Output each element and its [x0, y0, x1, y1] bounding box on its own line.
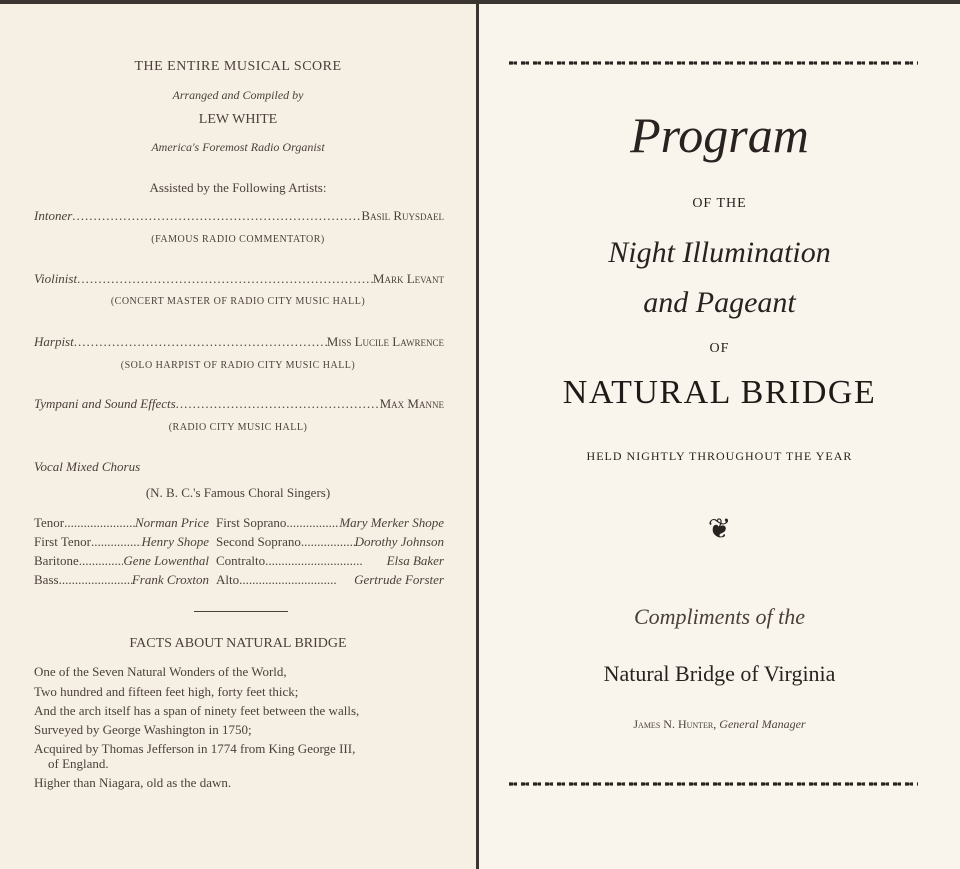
voice-name: Henry Shope — [141, 534, 209, 549]
leader-dots — [59, 572, 132, 588]
voice-part: Alto — [216, 572, 240, 587]
company-name: Natural Bridge of Virginia — [603, 661, 836, 686]
manager-line — [479, 717, 960, 732]
fact-line: Surveyed by George Washington in 1750; — [34, 722, 252, 737]
artist-row — [34, 396, 444, 412]
fact-line: Two hundred and fifteen feet high, forty feet thick; — [34, 684, 299, 699]
divider — [194, 611, 288, 612]
artist-name: Max Manne — [379, 396, 444, 411]
leader-dots — [301, 534, 355, 550]
artist-row — [34, 271, 444, 287]
artist-row — [34, 208, 444, 224]
voice-name: Dorothy Johnson — [354, 534, 444, 549]
voice-name: Gertrude Forster — [354, 572, 444, 587]
fact-line: Acquired by Thomas Jefferson in 1774 from King George III, — [34, 741, 356, 756]
voice-row — [216, 515, 444, 531]
assisted-label: Assisted by the Following Artists: — [149, 180, 327, 195]
voice-part: Tenor — [34, 515, 65, 530]
voice-part: Baritone — [34, 553, 79, 568]
composer-desc: America's Foremost Radio Organist — [151, 140, 325, 154]
ornamental-border-top — [509, 59, 918, 67]
voice-name: Elsa Baker — [386, 553, 444, 568]
leader-dots — [79, 553, 124, 569]
voice-row — [216, 534, 444, 550]
voice-row — [34, 534, 209, 550]
artist-role: Violinist — [34, 271, 78, 286]
artist-row — [34, 334, 444, 350]
left-page — [0, 4, 476, 869]
voice-row — [34, 515, 209, 531]
leader-dots — [176, 396, 380, 412]
artist-name: Mark Levant — [372, 271, 444, 286]
composer-name: LEW WHITE — [198, 112, 278, 127]
artist-role: Intoner — [34, 208, 73, 223]
event-line-2: and Pageant — [643, 286, 796, 319]
manager-name: James N. Hunter, — [633, 717, 717, 731]
voice-part: Second Soprano — [216, 534, 301, 549]
arranged-label: Arranged and Compiled by — [172, 88, 304, 102]
artist-name: Miss Lucile Lawrence — [326, 334, 444, 349]
voice-name: Frank Croxton — [131, 572, 209, 587]
voice-row — [34, 553, 209, 569]
heart-ornament-icon: ❦ — [707, 514, 732, 545]
fact-line: One of the Seven Natural Wonders of the World, — [34, 664, 287, 679]
artist-name: Basil Ruysdael — [361, 208, 444, 223]
fact-line: Higher than Niagara, old as the dawn. — [34, 775, 232, 790]
of-label: OF — [709, 341, 730, 356]
score-title: THE ENTIRE MUSICAL SCORE — [134, 59, 342, 74]
leader-dots — [72, 208, 361, 224]
manager-title: General Manager — [719, 717, 806, 731]
compliments-label: Compliments of the — [633, 604, 806, 629]
of-the-label: OF THE — [692, 196, 747, 211]
chorus-label: Vocal Mixed Chorus — [34, 459, 141, 474]
leader-dots — [74, 334, 327, 350]
artist-note: (CONCERT MASTER OF RADIO CITY MUSIC HALL) — [110, 296, 366, 307]
voice-part: Bass — [34, 572, 59, 587]
artist-note: (FAMOUS RADIO COMMENTATOR) — [151, 234, 325, 245]
held-nightly: HELD NIGHTLY THROUGHOUT THE YEAR — [586, 449, 853, 463]
leader-dots — [77, 271, 373, 287]
voice-name: Mary Merker Shope — [339, 515, 444, 530]
leader-dots — [91, 534, 141, 550]
chorus-name: (N. B. C.'s Famous Choral Singers) — [145, 485, 331, 500]
voice-name: Norman Price — [134, 515, 209, 530]
leader-dots — [286, 515, 339, 531]
voice-part: Contralto — [216, 553, 266, 568]
voice-row — [34, 572, 209, 588]
ornamental-border-bottom — [509, 780, 918, 788]
leader-dots — [64, 515, 135, 531]
voice-part: First Soprano — [216, 515, 287, 530]
leader-dots — [265, 553, 386, 569]
artist-role: Tympani and Sound Effects — [34, 396, 176, 411]
event-line-1: Night Illumination — [608, 236, 831, 269]
facts-title: FACTS ABOUT NATURAL BRIDGE — [129, 636, 347, 651]
voice-row — [216, 572, 444, 588]
leader-dots — [239, 572, 354, 588]
voice-part: First Tenor — [34, 534, 91, 549]
artist-note: (RADIO CITY MUSIC HALL) — [168, 422, 308, 433]
fact-line: And the arch itself has a span of ninety feet between the walls, — [34, 703, 360, 718]
voice-name: Gene Lowenthal — [123, 553, 209, 568]
right-page — [479, 4, 960, 869]
fact-line: of England. — [48, 756, 109, 771]
program-title: Program — [630, 107, 809, 163]
artist-role: Harpist — [34, 334, 74, 349]
place-name: NATURAL BRIDGE — [562, 374, 877, 411]
artist-note: (SOLO HARPIST OF RADIO CITY MUSIC HALL) — [120, 360, 356, 371]
voice-row — [216, 553, 444, 569]
